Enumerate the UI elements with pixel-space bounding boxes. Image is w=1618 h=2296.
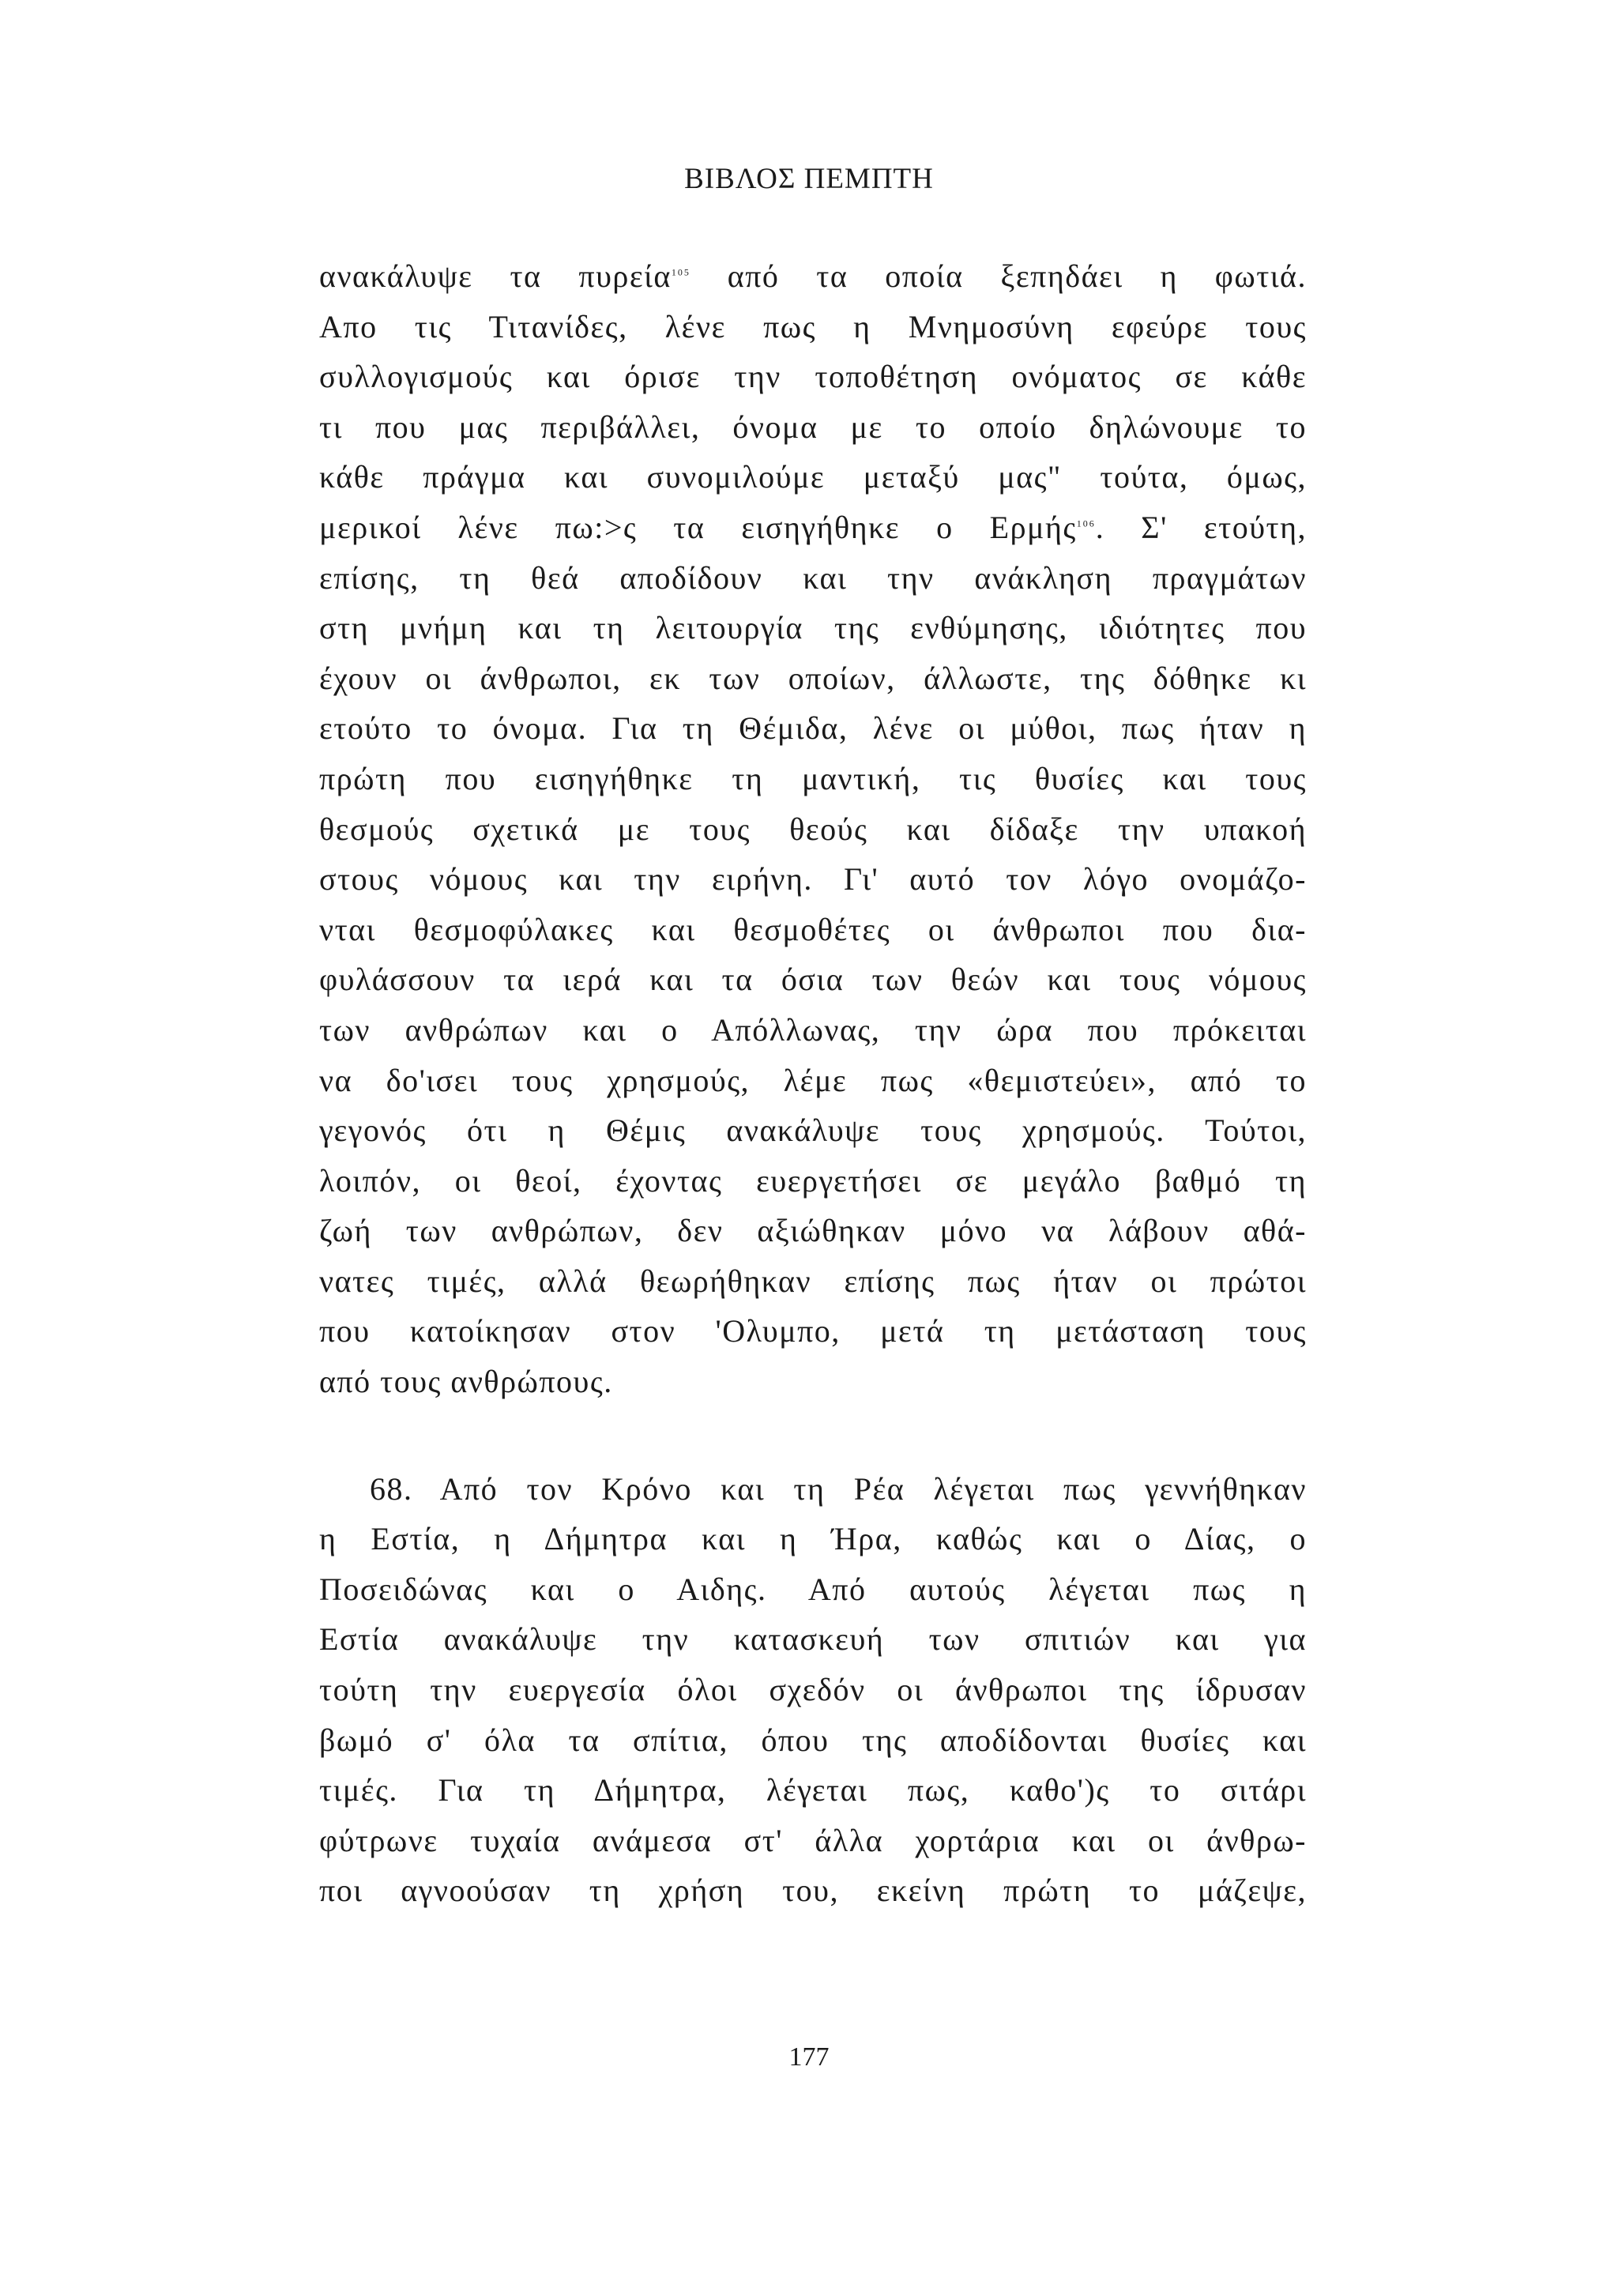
text-line: τούτη την ευεργεσία όλοι σχεδόν οι άνθρωποι της ίδρυσαν	[319, 1672, 1307, 1708]
text-line: νατες τιμές, αλλά θεωρήθηκαν επίσης πως ήταν οι πρώτοι	[319, 1263, 1307, 1299]
text-line: βωμό σ' όλα τα σπίτια, όπου της αποδίδονται θυσίες και	[319, 1722, 1307, 1758]
body-text	[319, 251, 1307, 1916]
text-line: ζωή των ανθρώπων, δεν αξιώθηκαν μόνο να λάβουν αθά-	[319, 1213, 1307, 1249]
text-line: των ανθρώπων και ο Απόλλωνας, την ώρα που πρόκειται	[319, 1011, 1307, 1048]
text-line: συλλογισμούς και όρισε την τοποθέτηση ονόματος σε κάθε	[319, 359, 1307, 395]
text-line: 68. Από τον Κρόνο και τη Ρέα λέγεται πως γεννήθηκαν	[370, 1470, 1307, 1507]
text-line: πρώτη που εισηγήθηκε τη μαντική, τις θυσίες και τους	[319, 760, 1307, 796]
text-line: ανακάλυψε τα πυρεία$^{105}$ από τα οποία ξεπηδάει η φωτιά.	[319, 258, 1307, 294]
page-number: 177	[788, 2042, 830, 2072]
running-header: ΒΙΒΛΟΣ ΠΕΜΠΤΗ	[684, 163, 934, 195]
text-line: γεγονός ότι η Θέμις ανακάλυψε τους χρησμούς. Τούτοι,	[319, 1112, 1307, 1149]
footnote-marker: 105	[671, 266, 690, 278]
paragraph-gap	[319, 1407, 1307, 1464]
text-line: ετούτο το όνομα. Για τη Θέμιδα, λένε οι μύθοι, πως ήταν η	[319, 710, 1307, 747]
text-line: Απο τις Τιτανίδες, λένε πως η Μνημοσύνη εφεύρε τους	[319, 308, 1307, 344]
text-line: θεσμούς σχετικά με τους θεούς και δίδαξε την υπακοή	[319, 811, 1307, 847]
text-line: τιμές. Για τη Δήμητρα, λέγεται πως, καθο')ς το σιτάρι	[319, 1772, 1307, 1809]
text-line: να δο'ισει τους χρησμούς, λέμε πως «θεμιστεύει», από το	[319, 1062, 1307, 1098]
text-line: Ποσειδώνας και ο Αιδης. Από αυτούς λέγεται πως η	[319, 1571, 1307, 1607]
text-line: λοιπόν, οι θεοί, έχοντας ευεργετήσει σε μεγάλο βαθμό τη	[319, 1162, 1307, 1199]
text-line: ποι αγνοούσαν τη χρήση του, εκείνη πρώτη το μάζεψε,	[319, 1873, 1307, 1909]
text-line: που κατοίκησαν στον 'Ολυμπο, μετά τη μετάσταση τους	[319, 1313, 1307, 1349]
text-line: φύτρωνε τυχαία ανάμεσα στ' άλλα χορτάρια και οι άνθρω-	[319, 1822, 1307, 1858]
text-line: φυλάσσουν τα ιερά και τα όσια των θεών και τους νόμους	[319, 962, 1307, 998]
footnote-marker: 106	[1076, 518, 1096, 529]
text-line: Εστία ανακάλυψε την κατασκευή των σπιτιών και για	[319, 1621, 1307, 1658]
text-line: μερικοί λένε πω:>ς τα εισηγήθηκε ο Ερμής$^{106}$. Σ' ετούτη,	[319, 509, 1307, 545]
text-line: νται θεσμοφύλακες και θεσμοθέτες οι άνθρωποι που δια-	[319, 911, 1307, 947]
text-line: στους νόμους και την ειρήνη. Γι' αυτό τον λόγο ονομάζο-	[319, 861, 1307, 898]
text-line: στη μνήμη και τη λειτουργία της ενθύμησης, ιδιότητες που	[319, 610, 1307, 646]
text-line: έχουν οι άνθρωποι, εκ των οποίων, άλλωστε, της δόθηκε κι	[319, 660, 1307, 696]
text-line: από τους ανθρώπους.	[319, 1364, 613, 1400]
text-line: η Εστία, η Δήμητρα και η Ήρα, καθώς και ο Δίας, ο	[319, 1521, 1307, 1557]
text-line: τι που μας περιβάλλει, όνομα με το οποίο δηλώνουμε το	[319, 408, 1307, 445]
text-line: επίσης, τη θεά αποδίδουν και την ανάκληση πραγμάτων	[319, 559, 1307, 596]
text-line: κάθε πράγμα και συνομιλούμε μεταξύ μας" τούτα, όμως,	[319, 459, 1307, 495]
